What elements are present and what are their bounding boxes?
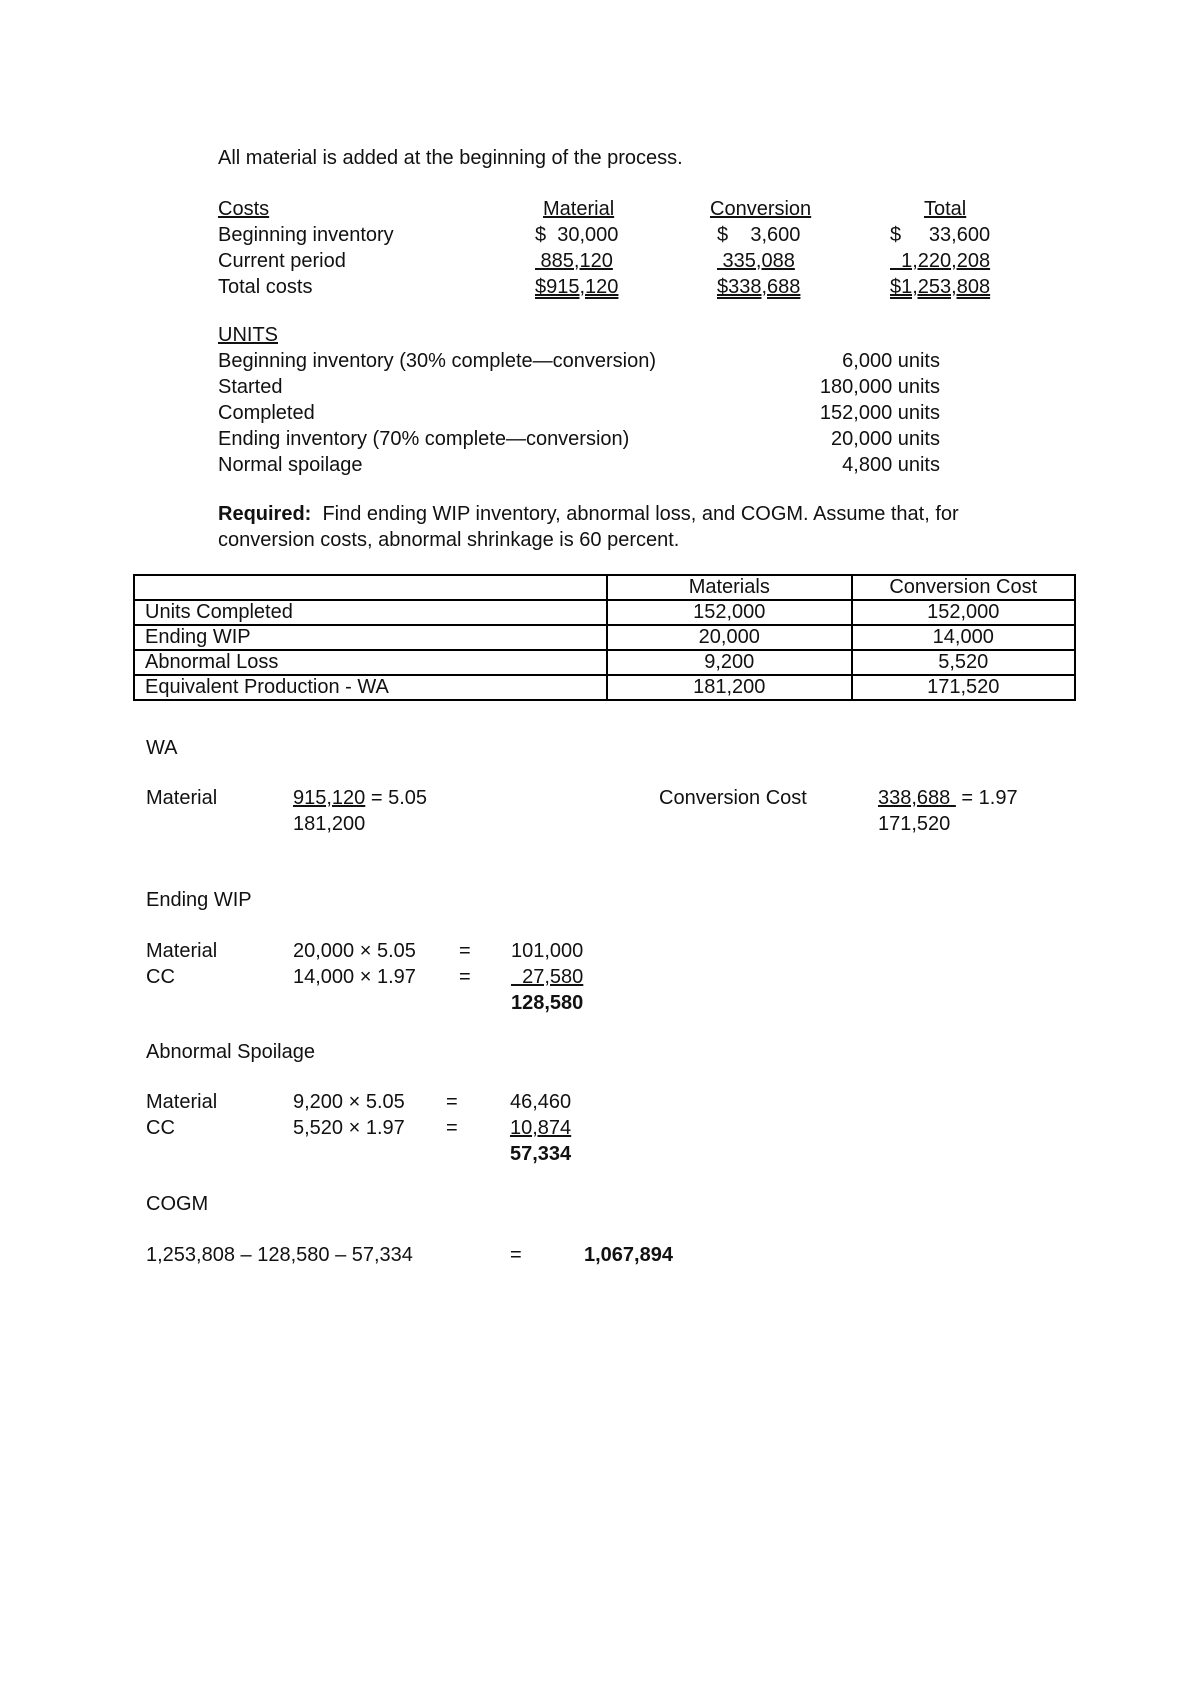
cogm-heading: COGM (146, 1193, 209, 1215)
costs-row-material: 885,120 (535, 250, 613, 272)
ending-wip-row-eq: = (459, 940, 471, 962)
row-label: Abnormal Loss (134, 650, 607, 675)
wa-material-denominator: 181,200 (293, 813, 366, 835)
ending-wip-row-label: Material (146, 940, 218, 962)
units-row-value: 152,000 units (819, 402, 940, 424)
wa-material-fraction (293, 786, 427, 810)
table-row (134, 625, 1075, 650)
row-label: Ending WIP (134, 625, 607, 650)
units-header: UNITS (218, 324, 278, 346)
units-row-label: Normal spoilage (218, 454, 363, 476)
costs-row-total: $1,253,808 (890, 276, 991, 298)
table-header-cell: Conversion Cost (852, 575, 1075, 600)
intro-text: All material is added at the beginning of the process. (218, 147, 683, 169)
abnormal-row-label: Material (146, 1091, 218, 1113)
costs-row-material: $915,120 (535, 276, 619, 298)
costs-row-conversion: $ 3,600 (717, 224, 801, 246)
abnormal-total: 57,334 (510, 1143, 572, 1165)
costs-row-label: Beginning inventory (218, 224, 394, 246)
conversion-cell: 171,520 (852, 675, 1075, 700)
units-row-label: Ending inventory (70% complete—conversion) (218, 428, 630, 450)
required-line-2: conversion costs, abnormal shrinkage is 60 percent. (218, 529, 680, 551)
ending-wip-row-label: CC (146, 966, 175, 988)
wa-conversion-result: = 1.97 (955, 787, 1018, 809)
costs-row-material: $ 30,000 (535, 224, 619, 246)
abnormal-row-label: CC (146, 1117, 175, 1139)
table-header-cell (134, 575, 607, 600)
cogm-value: 1,067,894 (584, 1244, 673, 1266)
table-row (134, 600, 1075, 625)
table-header-cell: Materials (607, 575, 852, 600)
wa-material-label: Material (146, 787, 218, 809)
units-row-value: 4,800 units (842, 454, 940, 476)
costs-header-label: Costs (218, 198, 270, 220)
costs-row-conversion: $338,688 (717, 276, 801, 298)
units-row-label: Beginning inventory (30% complete—conversion) (218, 350, 657, 372)
abnormal-row-eq: = (446, 1091, 458, 1113)
row-label: Units Completed (134, 600, 607, 625)
abnormal-row-calc: 9,200 × 5.05 (293, 1091, 405, 1113)
ending-wip-row-value: 27,580 (511, 966, 584, 988)
wa-material-result: = 5.05 (365, 787, 428, 809)
units-row-value: 6,000 units (842, 350, 940, 372)
ending-wip-total: 128,580 (511, 992, 584, 1014)
abnormal-row-eq: = (446, 1117, 458, 1139)
wa-conversion-label: Conversion Cost (659, 787, 807, 809)
table-row (134, 675, 1075, 700)
wa-conversion-numerator: 338,688 (878, 787, 956, 809)
required-text: Find ending WIP inventory, abnormal loss, and COGM. Assume that, for (322, 503, 959, 525)
units-row-value: 180,000 units (819, 376, 940, 398)
required-line-1 (218, 502, 959, 526)
equivalent-production-table (133, 574, 1076, 701)
costs-header-conversion: Conversion (710, 198, 812, 220)
costs-header-material: Material (543, 198, 615, 220)
ending-wip-row-eq: = (459, 966, 471, 988)
cogm-expression: 1,253,808 – 128,580 – 57,334 (146, 1244, 413, 1266)
units-row-label: Completed (218, 402, 315, 424)
ending-wip-row-calc: 20,000 × 5.05 (293, 940, 416, 962)
abnormal-row-value: 46,460 (510, 1091, 572, 1113)
costs-header-total: Total (924, 198, 967, 220)
abnormal-heading: Abnormal Spoilage (146, 1041, 315, 1063)
units-row-value: 20,000 units (831, 428, 940, 450)
wa-conversion-denominator: 171,520 (878, 813, 951, 835)
costs-row-total: $ 33,600 (890, 224, 991, 246)
wa-conversion-fraction (878, 786, 1018, 810)
costs-row-conversion: 335,088 (717, 250, 795, 272)
materials-cell: 181,200 (607, 675, 852, 700)
row-label: Equivalent Production - WA (134, 675, 607, 700)
conversion-cell: 14,000 (852, 625, 1075, 650)
table-row (134, 650, 1075, 675)
ending-wip-heading: Ending WIP (146, 889, 252, 911)
conversion-cell: 5,520 (852, 650, 1075, 675)
abnormal-row-calc: 5,520 × 1.97 (293, 1117, 405, 1139)
required-label: Required: (218, 503, 312, 525)
materials-cell: 9,200 (607, 650, 852, 675)
costs-row-total: 1,220,208 (890, 250, 991, 272)
materials-cell: 152,000 (607, 600, 852, 625)
ending-wip-row-value: 101,000 (511, 940, 584, 962)
conversion-cell: 152,000 (852, 600, 1075, 625)
units-row-label: Started (218, 376, 283, 398)
wa-material-numerator: 915,120 (293, 787, 366, 809)
abnormal-row-value: 10,874 (510, 1117, 572, 1139)
costs-row-label: Total costs (218, 276, 313, 298)
costs-row-label: Current period (218, 250, 346, 272)
table-header-row (134, 575, 1075, 600)
cogm-eq: = (510, 1244, 522, 1266)
ending-wip-row-calc: 14,000 × 1.97 (293, 966, 416, 988)
wa-heading: WA (146, 737, 178, 759)
materials-cell: 20,000 (607, 625, 852, 650)
